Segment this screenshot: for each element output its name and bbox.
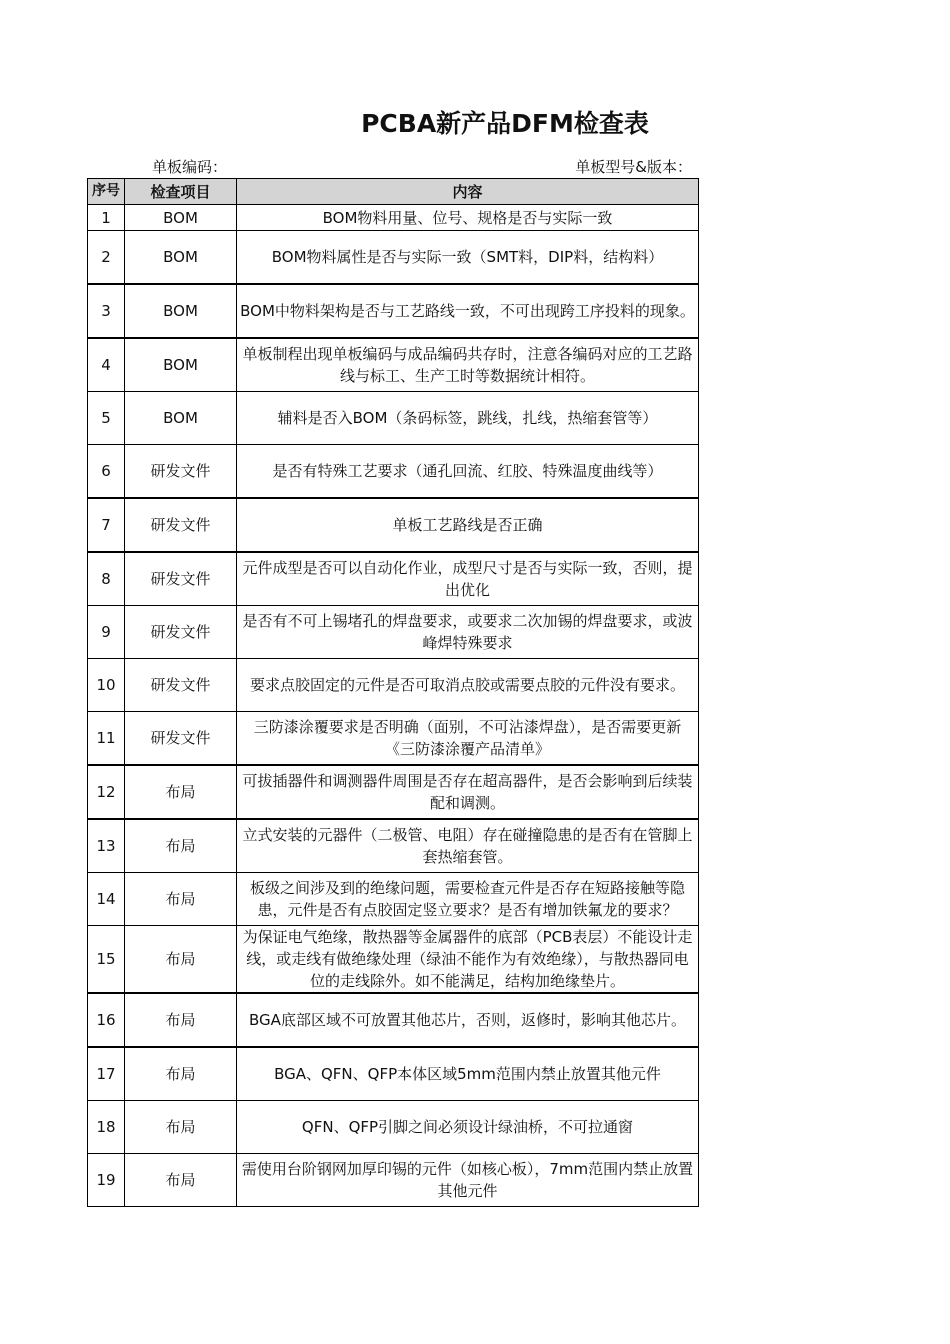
row-index: 2: [88, 231, 125, 285]
table-row: [88, 765, 699, 819]
board-model-label: 单板型号&版本：: [575, 158, 692, 176]
table-row: [88, 1154, 699, 1207]
table-row: [88, 712, 699, 766]
row-item: 布局: [125, 873, 237, 926]
row-item: 布局: [125, 819, 237, 873]
row-content: 三防漆涂覆要求是否明确（面别，不可沾漆焊盘），是否需要更新《三防漆涂覆产品清单》: [237, 712, 699, 766]
row-content: 辅料是否入BOM（条码标签，跳线，扎线，热缩套管等）: [237, 392, 699, 445]
table-row: [88, 552, 699, 606]
row-index: 9: [88, 606, 125, 659]
row-index: 15: [88, 926, 125, 994]
table-row: [88, 205, 699, 231]
row-item: 布局: [125, 1047, 237, 1101]
row-content: 立式安装的元器件（二极管、电阻）存在碰撞隐患的是否有在管脚上套热缩套管。: [237, 819, 699, 873]
row-item: 研发文件: [125, 606, 237, 659]
table-row: [88, 606, 699, 659]
table-row: [88, 445, 699, 499]
row-index: 13: [88, 819, 125, 873]
row-index: 11: [88, 712, 125, 766]
row-index: 10: [88, 659, 125, 712]
row-item: 研发文件: [125, 498, 237, 552]
header-index: 序号: [88, 179, 125, 205]
table-row: [88, 338, 699, 392]
row-item: BOM: [125, 205, 237, 231]
row-index: 18: [88, 1101, 125, 1154]
row-index: 1: [88, 205, 125, 231]
row-index: 14: [88, 873, 125, 926]
table-row: [88, 926, 699, 994]
table-row: [88, 993, 699, 1047]
row-content: BOM中物料架构是否与工艺路线一致，不可出现跨工序投料的现象。: [237, 284, 699, 338]
table-row: [88, 392, 699, 445]
table-row: [88, 1047, 699, 1101]
row-content: 可拔插器件和调测器件周围是否存在超高器件，是否会影响到后续装配和调测。: [237, 765, 699, 819]
row-index: 5: [88, 392, 125, 445]
row-content: 是否有特殊工艺要求（通孔回流、红胶、特殊温度曲线等）: [237, 445, 699, 499]
row-item: 研发文件: [125, 552, 237, 606]
row-content: BOM物料属性是否与实际一致（SMT料，DIP料，结构料）: [237, 231, 699, 285]
row-content: 元件成型是否可以自动化作业，成型尺寸是否与实际一致，否则，提出优化: [237, 552, 699, 606]
table-row: [88, 1101, 699, 1154]
row-item: 布局: [125, 765, 237, 819]
table-row: [88, 231, 699, 285]
table-row: [88, 873, 699, 926]
table-row: [88, 284, 699, 338]
row-index: 19: [88, 1154, 125, 1207]
row-content: 板级之间涉及到的绝缘问题，需要检查元件是否存在短路接触等隐患，元件是否有点胶固定竖立要求？是否有增加铁氟龙的要求？: [237, 873, 699, 926]
row-item: 研发文件: [125, 659, 237, 712]
row-item: 布局: [125, 1154, 237, 1207]
table-row: [88, 498, 699, 552]
row-index: 12: [88, 765, 125, 819]
board-code-label: 单板编码：: [152, 158, 228, 176]
row-content: 为保证电气绝缘，散热器等金属器件的底部（PCB表层）不能设计走线，或走线有做绝缘处理（绿油不能作为有效绝缘），与散热器同电位的走线除外。如不能满足，结构加绝缘垫片。: [237, 926, 699, 994]
row-index: 6: [88, 445, 125, 499]
row-item: 研发文件: [125, 712, 237, 766]
row-content: 需使用台阶钢网加厚印锡的元件（如核心板），7mm范围内禁止放置其他元件: [237, 1154, 699, 1207]
row-index: 17: [88, 1047, 125, 1101]
row-index: 4: [88, 338, 125, 392]
row-index: 7: [88, 498, 125, 552]
row-item: 布局: [125, 926, 237, 994]
table-header-row: [88, 179, 699, 205]
row-index: 3: [88, 284, 125, 338]
page-title: PCBA新产品DFM检查表: [361, 109, 649, 138]
row-item: BOM: [125, 284, 237, 338]
table-row: [88, 819, 699, 873]
row-content: BGA、QFN、QFP本体区域5mm范围内禁止放置其他元件: [237, 1047, 699, 1101]
row-item: BOM: [125, 392, 237, 445]
table-row: [88, 659, 699, 712]
row-content: 要求点胶固定的元件是否可取消点胶或需要点胶的元件没有要求。: [237, 659, 699, 712]
row-item: 布局: [125, 993, 237, 1047]
row-content: QFN、QFP引脚之间必须设计绿油桥，不可拉通窗: [237, 1101, 699, 1154]
row-content: BGA底部区域不可放置其他芯片，否则，返修时，影响其他芯片。: [237, 993, 699, 1047]
row-item: 布局: [125, 1101, 237, 1154]
header-item: 检查项目: [125, 179, 237, 205]
row-content: 单板制程出现单板编码与成品编码共存时，注意各编码对应的工艺路线与标工、生产工时等数据统计相符。: [237, 338, 699, 392]
row-index: 16: [88, 993, 125, 1047]
row-content: 是否有不可上锡堵孔的焊盘要求，或要求二次加锡的焊盘要求，或波峰焊特殊要求: [237, 606, 699, 659]
header-content: 内容: [237, 179, 699, 205]
row-content: BOM物料用量、位号、规格是否与实际一致: [237, 205, 699, 231]
row-content: 单板工艺路线是否正确: [237, 498, 699, 552]
row-item: 研发文件: [125, 445, 237, 499]
dfm-check-table: [87, 178, 699, 1207]
row-item: BOM: [125, 231, 237, 285]
row-item: BOM: [125, 338, 237, 392]
row-index: 8: [88, 552, 125, 606]
